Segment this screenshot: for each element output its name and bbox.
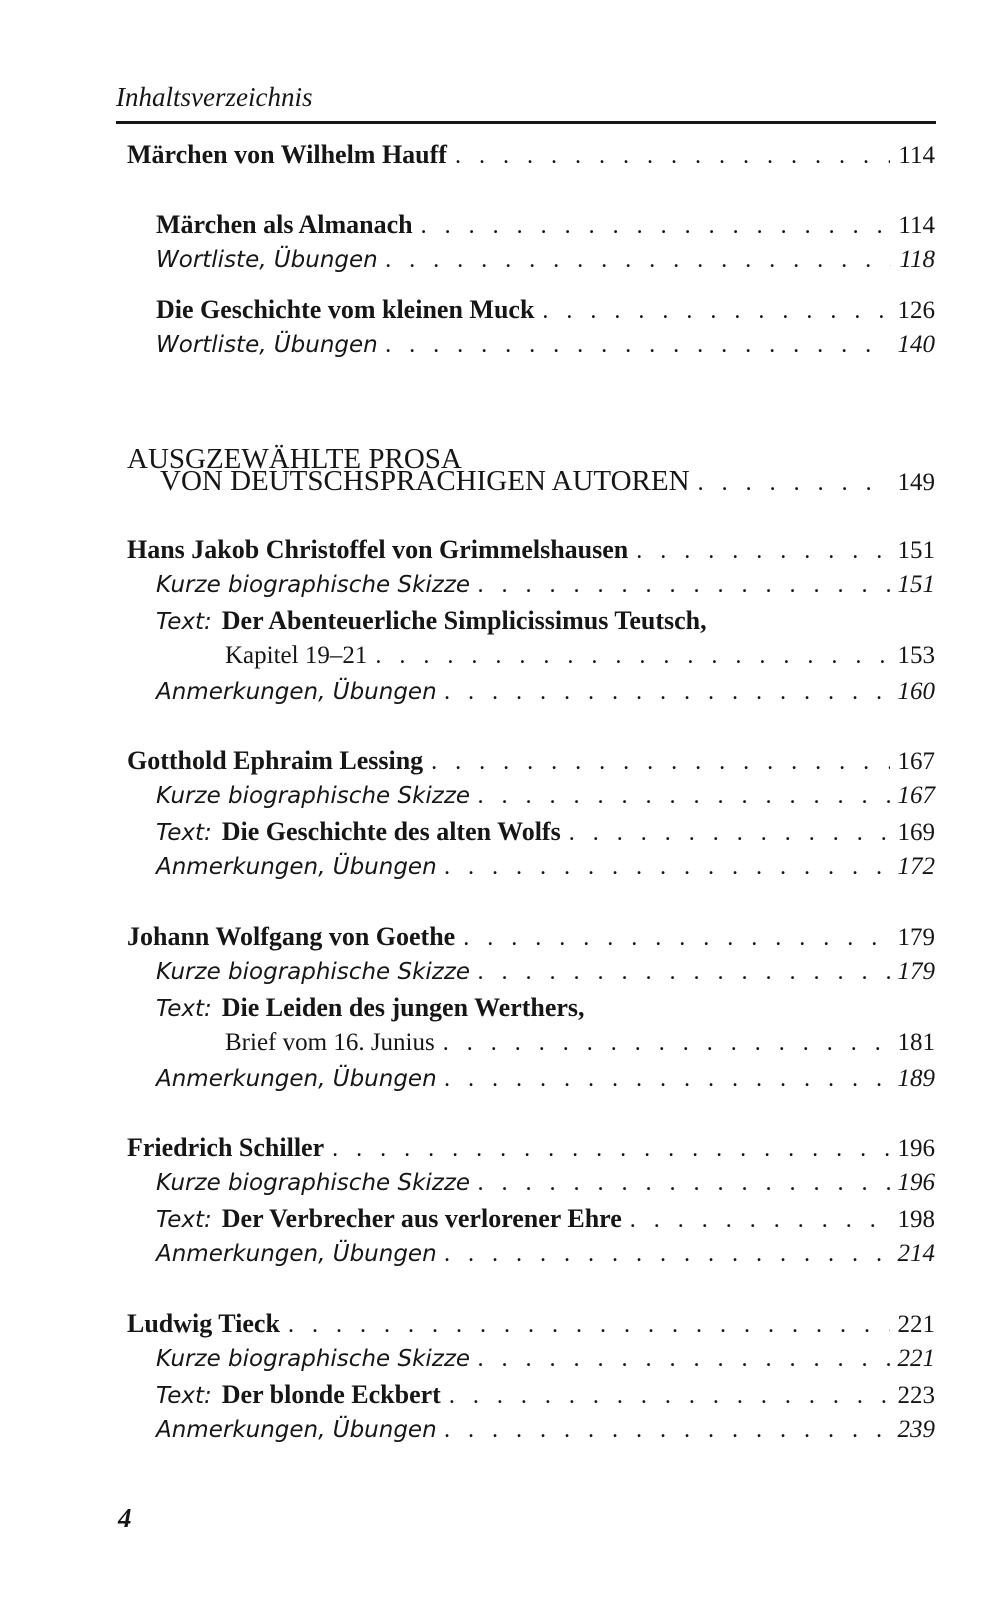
toc-entry-hauff[interactable] (127, 140, 935, 176)
leader-dots (431, 749, 889, 776)
toc-entry-schiller[interactable] (127, 1133, 935, 1169)
toc-entry-title: Gotthold Ephraim Lessing (127, 746, 424, 775)
toc-entry-title: Die Geschichte vom kleinen Muck (156, 295, 535, 324)
leader-dots (455, 143, 890, 170)
toc-entry-notes[interactable] (156, 1416, 935, 1452)
leader-dots (445, 1066, 890, 1093)
toc-entry-skizze[interactable] (156, 958, 935, 994)
toc-entry-title: Wortliste, Übungen (156, 332, 378, 358)
toc-page-number: 179 (897, 924, 935, 951)
leader-dots (445, 854, 890, 881)
leader-dots (630, 1207, 890, 1234)
toc-page-number: 181 (897, 1029, 935, 1056)
toc-entry-title: Johann Wolfgang von Goethe (127, 922, 456, 951)
toc-entry-title: Die Geschichte des alten Wolfs (221, 817, 561, 846)
toc-entry-lessing[interactable] (127, 746, 935, 782)
toc-entry-title: Anmerkungen, Übungen (156, 1241, 437, 1267)
text-prefix: Text: (156, 820, 212, 846)
leader-dots (443, 1030, 890, 1057)
page-title: Inhaltsverzeichnis (116, 82, 313, 112)
toc-entry-title: Anmerkungen, Übungen (156, 1066, 437, 1092)
toc-page-number: 160 (897, 678, 935, 705)
toc-page-number: 221 (897, 1345, 935, 1372)
toc-entry-tieck[interactable] (127, 1309, 935, 1345)
toc-page-number: 151 (897, 571, 935, 598)
toc-entry-text[interactable] (156, 817, 935, 853)
toc-entry-notes[interactable] (156, 678, 935, 714)
toc-entry-title: Kapitel 19–21 (225, 642, 368, 669)
toc-entry-muck-wortliste[interactable] (156, 331, 935, 367)
toc-page-number: 153 (897, 642, 935, 669)
leader-dots (698, 470, 890, 497)
toc-page-number: 196 (897, 1169, 935, 1196)
toc-page-number: 239 (897, 1416, 935, 1443)
toc-entry-notes[interactable] (156, 1240, 935, 1276)
toc-page-number: 196 (897, 1135, 935, 1162)
toc-entry-title: Anmerkungen, Übungen (156, 1417, 437, 1443)
toc-page-number: 214 (897, 1240, 935, 1267)
toc-entry-title: Der blonde Eckbert (221, 1380, 441, 1409)
toc-page-number: 167 (897, 782, 935, 809)
leader-dots (445, 1241, 890, 1268)
section-heading-line2: VON DEUTSCHSPRACHIGEN AUTOREN (160, 465, 690, 497)
toc-entry-text[interactable] (156, 1204, 935, 1240)
toc-entry-notes[interactable] (156, 1065, 935, 1101)
leader-dots (445, 1417, 890, 1444)
toc-entry-skizze[interactable] (156, 571, 935, 607)
toc-entry-text[interactable] (156, 1380, 935, 1416)
toc-entry-title: Wortliste, Übungen (156, 247, 378, 273)
toc-entry-grimmelshausen[interactable] (127, 535, 935, 571)
text-prefix: Text: (156, 1383, 212, 1409)
toc-entry-skizze[interactable] (156, 782, 935, 818)
toc-entry-title: Märchen von Wilhelm Hauff (127, 140, 447, 169)
leader-dots (478, 1346, 889, 1373)
toc-entry-title: Die Leiden des jungen Werthers, (221, 993, 585, 1022)
toc-page-number: 198 (897, 1206, 935, 1233)
toc-entry-section[interactable] (160, 465, 935, 501)
leader-dots (478, 1170, 889, 1197)
leader-dots (449, 1383, 890, 1410)
toc-entry-title: Brief vom 16. Junius (225, 1029, 435, 1056)
leader-dots (478, 959, 889, 986)
toc-entry-title: Märchen als Almanach (156, 210, 413, 239)
toc-page-number: 179 (897, 958, 935, 985)
toc-entry-text-continued[interactable] (225, 1029, 935, 1065)
toc-entry-title: Anmerkungen, Übungen (156, 854, 437, 880)
toc-entry-title: Kurze biographische Skizze (156, 783, 471, 809)
toc-page-number: 140 (897, 331, 935, 358)
leader-dots (288, 1312, 890, 1339)
toc-entry-title: Der Verbrecher aus verlorener Ehre (221, 1204, 622, 1233)
toc-page-number: 172 (897, 853, 935, 880)
section-heading-line1: AUSGZEWÄHLTE PROSA (127, 443, 462, 475)
leader-dots (569, 820, 890, 847)
toc-page-number: 223 (897, 1382, 935, 1409)
leader-dots (386, 247, 892, 274)
leader-dots (445, 679, 890, 706)
leader-dots (375, 643, 889, 670)
page-number: 4 (118, 1503, 132, 1533)
toc-entry-text[interactable] (156, 606, 935, 642)
toc-entry-text[interactable] (156, 993, 935, 1029)
leader-dots (463, 925, 889, 952)
toc-entry-almanach-wortliste[interactable] (156, 246, 935, 282)
toc-page-number: 221 (897, 1311, 935, 1338)
toc-entry-title: Kurze biographische Skizze (156, 1170, 471, 1196)
toc-page-number: 118 (899, 246, 935, 273)
leader-dots (332, 1136, 889, 1163)
toc-page-number: 114 (898, 212, 935, 239)
toc-entry-title: Kurze biographische Skizze (156, 1346, 471, 1372)
toc-page-number: 126 (897, 297, 935, 324)
toc-entry-title: Friedrich Schiller (127, 1133, 325, 1162)
toc-entry-title: Ludwig Tieck (127, 1309, 280, 1338)
text-prefix: Text: (156, 1207, 212, 1233)
leader-dots (478, 572, 889, 599)
toc-entry-title: Kurze biographische Skizze (156, 572, 471, 598)
toc-entry-skizze[interactable] (156, 1345, 935, 1381)
toc-entry-title: Anmerkungen, Übungen (156, 679, 437, 705)
toc-entry-notes[interactable] (156, 853, 935, 889)
toc-entry-almanach[interactable] (156, 210, 935, 246)
toc-page-number: 114 (898, 142, 935, 169)
toc-page-number: 169 (897, 819, 935, 846)
text-prefix: Text: (156, 609, 212, 635)
toc-page-number: 167 (897, 748, 935, 775)
toc-entry-text-continued[interactable] (225, 642, 935, 678)
toc-entry-goethe[interactable] (127, 922, 935, 958)
toc-page-number: 151 (897, 537, 935, 564)
toc-entry-skizze[interactable] (156, 1169, 935, 1205)
leader-dots (636, 538, 889, 565)
leader-dots (478, 783, 889, 810)
toc-entry-title: Der Abenteuerliche Simplicissimus Teutsch, (221, 606, 707, 635)
toc-entry-title: Kurze biographische Skizze (156, 959, 471, 985)
text-prefix: Text: (156, 996, 212, 1022)
leader-dots (386, 332, 890, 359)
toc-page-number: 189 (897, 1065, 935, 1092)
leader-dots (421, 213, 891, 240)
leader-dots (542, 298, 889, 325)
toc-entry-title: Hans Jakob Christoffel von Grimmelshausen (127, 535, 629, 564)
toc-page-number: 149 (897, 469, 935, 496)
toc-entry-muck[interactable] (156, 295, 935, 331)
